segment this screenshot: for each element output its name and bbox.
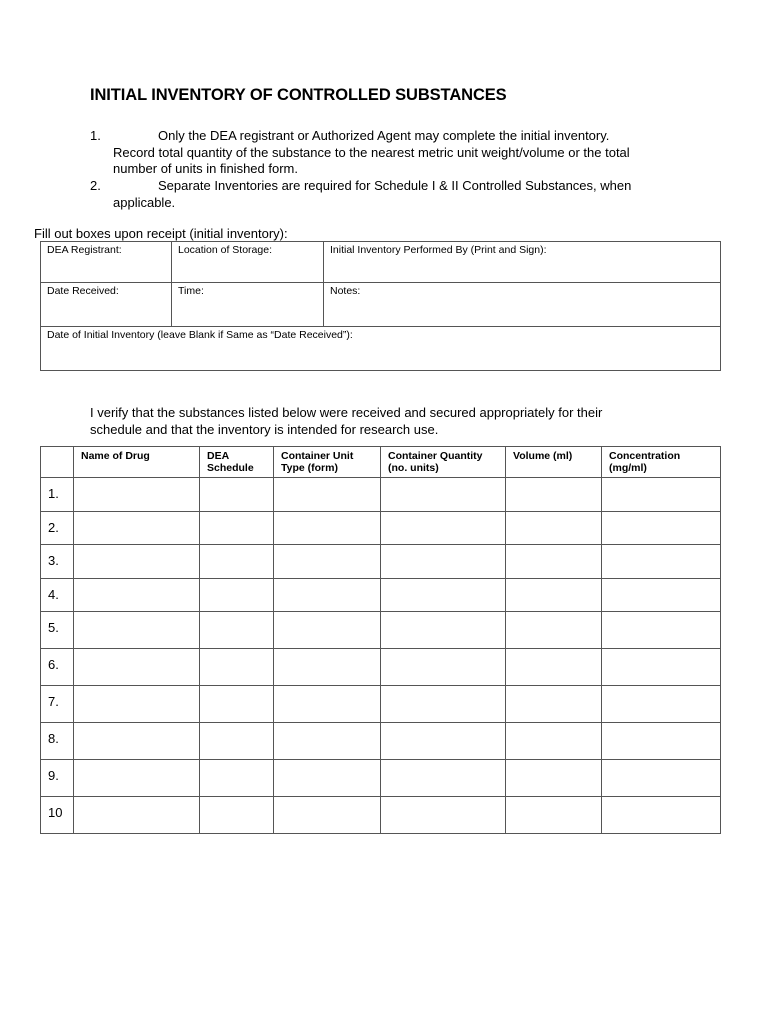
header-line: Container Quantity <box>388 450 483 462</box>
time-field[interactable] <box>172 283 324 327</box>
dea-schedule-cell[interactable] <box>200 797 274 834</box>
concentration-cell[interactable] <box>602 512 721 545</box>
instruction-number: 2. <box>90 178 101 193</box>
dea-schedule-cell[interactable] <box>200 579 274 612</box>
concentration-cell[interactable] <box>602 478 721 512</box>
row-number: 3. <box>41 545 74 579</box>
dea-schedule-cell[interactable] <box>200 545 274 579</box>
dea-schedule-cell[interactable] <box>200 760 274 797</box>
name-of-drug-cell[interactable] <box>74 545 200 579</box>
container-quantity-cell[interactable] <box>381 686 506 723</box>
container-unit-type-cell[interactable] <box>274 512 381 545</box>
container-quantity-cell[interactable] <box>381 723 506 760</box>
field-label: Notes: <box>330 285 361 297</box>
table-row <box>41 797 721 834</box>
name-of-drug-cell[interactable] <box>74 512 200 545</box>
receipt-heading: Fill out boxes upon receipt (initial inventory): <box>34 226 288 241</box>
column-header-volume <box>506 447 602 478</box>
dea-schedule-cell[interactable] <box>200 686 274 723</box>
field-label: Date of Initial Inventory (leave Blank if Same as “Date Received”): <box>47 329 353 341</box>
container-quantity-cell[interactable] <box>381 512 506 545</box>
name-of-drug-cell[interactable] <box>74 723 200 760</box>
name-of-drug-cell[interactable] <box>74 686 200 723</box>
name-of-drug-cell[interactable] <box>74 760 200 797</box>
name-of-drug-cell[interactable] <box>74 579 200 612</box>
receipt-form <box>40 241 721 371</box>
concentration-cell[interactable] <box>602 760 721 797</box>
container-unit-type-cell[interactable] <box>274 612 381 649</box>
container-quantity-cell[interactable] <box>381 760 506 797</box>
dea-schedule-cell[interactable] <box>200 723 274 760</box>
volume-cell[interactable] <box>506 579 602 612</box>
container-quantity-cell[interactable] <box>381 612 506 649</box>
header-line: (mg/ml) <box>609 462 647 474</box>
dea-schedule-cell[interactable] <box>200 612 274 649</box>
instruction-text: Separate Inventories are required for Schedule I & II Controlled Substances, when <box>158 178 632 193</box>
instruction-number: 1. <box>90 128 101 143</box>
concentration-cell[interactable] <box>602 579 721 612</box>
volume-cell[interactable] <box>506 797 602 834</box>
concentration-cell[interactable] <box>602 545 721 579</box>
container-unit-type-cell[interactable] <box>274 760 381 797</box>
instruction-text: number of units in finished form. <box>113 161 298 176</box>
volume-cell[interactable] <box>506 612 602 649</box>
name-of-drug-cell[interactable] <box>74 478 200 512</box>
notes-field[interactable] <box>324 283 721 327</box>
row-number: 2. <box>41 512 74 545</box>
field-label: Time: <box>178 285 204 297</box>
container-unit-type-cell[interactable] <box>274 545 381 579</box>
header-line: Volume (ml) <box>513 450 573 462</box>
column-header-name-of-drug <box>74 447 200 478</box>
instruction-text: Only the DEA registrant or Authorized Agent may complete the initial inventory. <box>158 128 610 143</box>
header-line: Container Unit <box>281 450 354 462</box>
header-line: Name of Drug <box>81 450 150 462</box>
performed-by-field[interactable] <box>324 242 721 283</box>
table-row <box>41 545 721 579</box>
volume-cell[interactable] <box>506 649 602 686</box>
row-number: 4. <box>41 579 74 612</box>
name-of-drug-cell[interactable] <box>74 797 200 834</box>
volume-cell[interactable] <box>506 545 602 579</box>
volume-cell[interactable] <box>506 512 602 545</box>
volume-cell[interactable] <box>506 686 602 723</box>
name-of-drug-cell[interactable] <box>74 649 200 686</box>
table-row <box>41 760 721 797</box>
field-label: Initial Inventory Performed By (Print and Sign): <box>330 244 547 256</box>
table-row <box>41 723 721 760</box>
date-of-initial-inventory-field[interactable] <box>41 327 721 371</box>
row-number: 5. <box>41 612 74 649</box>
container-unit-type-cell[interactable] <box>274 579 381 612</box>
table-row <box>41 649 721 686</box>
container-quantity-cell[interactable] <box>381 579 506 612</box>
concentration-cell[interactable] <box>602 612 721 649</box>
dea-schedule-cell[interactable] <box>200 512 274 545</box>
header-line: DEA <box>207 450 230 462</box>
verification-statement <box>90 404 602 438</box>
container-quantity-cell[interactable] <box>381 649 506 686</box>
concentration-cell[interactable] <box>602 686 721 723</box>
location-of-storage-field[interactable] <box>172 242 324 283</box>
header-line: Concentration <box>609 450 681 462</box>
container-unit-type-cell[interactable] <box>274 478 381 512</box>
instruction-text: applicable. <box>113 194 176 210</box>
page-title: INITIAL INVENTORY OF CONTROLLED SUBSTANCES <box>90 86 507 104</box>
container-quantity-cell[interactable] <box>381 797 506 834</box>
container-unit-type-cell[interactable] <box>274 649 381 686</box>
name-of-drug-cell[interactable] <box>74 612 200 649</box>
container-unit-type-cell[interactable] <box>274 686 381 723</box>
column-header-dea-schedule <box>200 447 274 478</box>
row-number: 1. <box>41 478 74 512</box>
column-header-concentration <box>602 447 721 478</box>
inventory-table <box>40 446 721 834</box>
row-number: 9. <box>41 760 74 797</box>
row-number: 10 <box>41 797 74 834</box>
field-label: DEA Registrant: <box>47 244 122 256</box>
row-number: 6. <box>41 649 74 686</box>
container-quantity-cell[interactable] <box>381 478 506 512</box>
container-unit-type-cell[interactable] <box>274 797 381 834</box>
verification-line: I verify that the substances listed below were received and secured appropriately for their <box>90 405 603 420</box>
header-line: Schedule <box>207 462 254 474</box>
header-line: (no. units) <box>388 462 439 474</box>
instruction-text: Record total quantity of the substance to the nearest metric unit weight/volume or the total <box>113 144 630 160</box>
volume-cell[interactable] <box>506 478 602 512</box>
container-quantity-cell[interactable] <box>381 545 506 579</box>
verification-line: schedule and that the inventory is intended for research use. <box>90 422 439 437</box>
table-row <box>41 512 721 545</box>
column-header-container-quantity <box>381 447 506 478</box>
row-number: 7. <box>41 686 74 723</box>
date-received-field[interactable] <box>41 283 172 327</box>
table-row <box>41 686 721 723</box>
header-line: Type (form) <box>281 462 338 474</box>
dea-schedule-cell[interactable] <box>200 649 274 686</box>
concentration-cell[interactable] <box>602 723 721 760</box>
dea-schedule-cell[interactable] <box>200 478 274 512</box>
table-row <box>41 478 721 512</box>
column-header-number <box>41 447 74 478</box>
row-number: 8. <box>41 723 74 760</box>
table-row <box>41 579 721 612</box>
dea-registrant-field[interactable] <box>41 242 172 283</box>
table-header-row <box>41 447 721 478</box>
concentration-cell[interactable] <box>602 649 721 686</box>
volume-cell[interactable] <box>506 760 602 797</box>
container-unit-type-cell[interactable] <box>274 723 381 760</box>
volume-cell[interactable] <box>506 723 602 760</box>
field-label: Date Received: <box>47 285 119 297</box>
column-header-container-unit-type <box>274 447 381 478</box>
table-row <box>41 612 721 649</box>
concentration-cell[interactable] <box>602 797 721 834</box>
field-label: Location of Storage: <box>178 244 272 256</box>
